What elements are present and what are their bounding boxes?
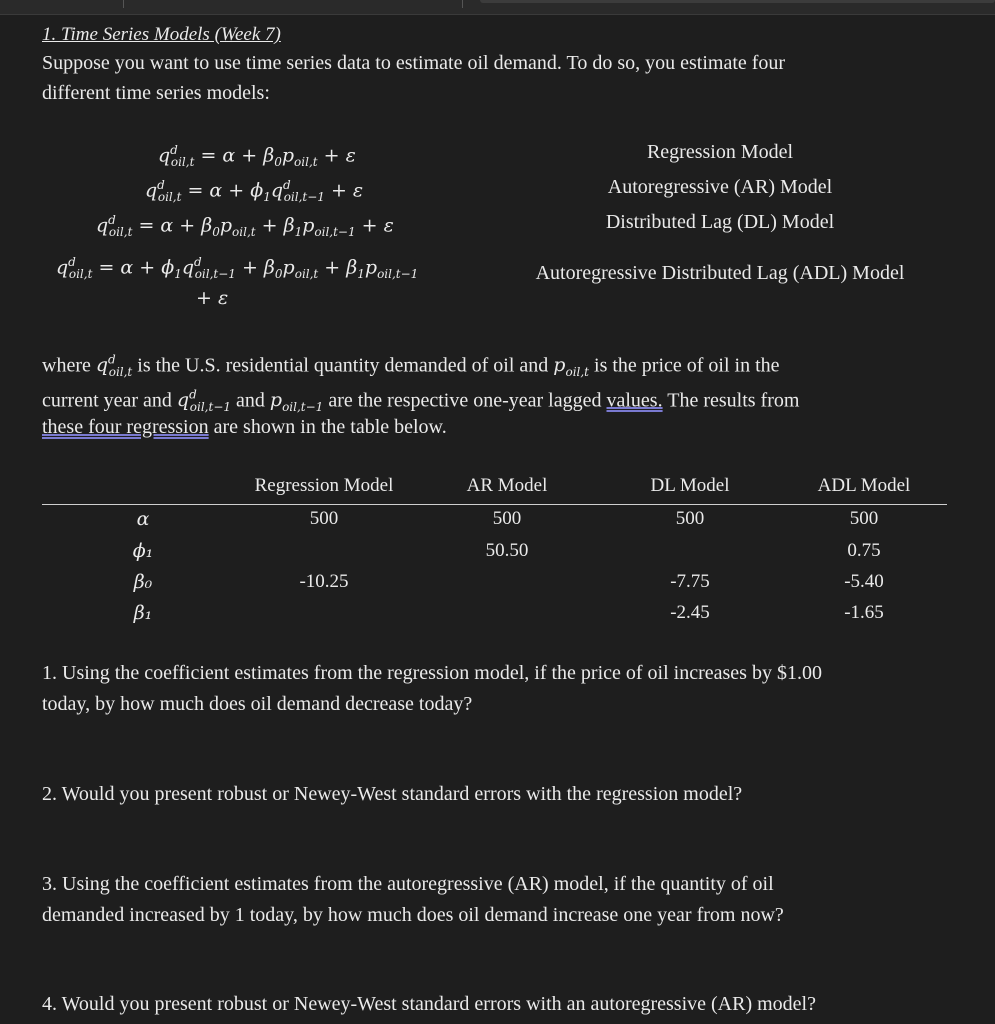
intro-line-2: different time series models: <box>42 82 270 104</box>
table-header-dl: DL Model <box>650 475 730 496</box>
equation-ar: $q^d_{oil,t} = \alpha + \phi_1q^d_{oil,t-1} + \varepsilon$ <box>145 178 364 205</box>
question-3-line-2: demanded increased by 1 today, by how much does oil demand increase one year from now? <box>42 904 784 926</box>
table-cell: -10.25 <box>299 571 349 592</box>
table-cell: -5.40 <box>844 571 884 592</box>
table-cell: -2.45 <box>670 602 710 623</box>
section-heading: 1. Time Series Models (Week 7) <box>42 24 281 45</box>
intro-line-1: Suppose you want to use time series data to estimate oil demand. To do so, you estimate four <box>42 52 786 74</box>
table-symbol-beta1: β₁ <box>133 602 153 624</box>
label-dl-model: Distributed Lag (DL) Model <box>605 211 835 233</box>
label-ar-model: Autoregressive (AR) Model <box>607 176 833 198</box>
equation-adl-cont: + ε <box>196 287 229 309</box>
table-cell: -7.75 <box>670 571 710 592</box>
label-adl-model: Autoregressive Distributed Lag (ADL) Model <box>535 262 905 284</box>
table-cell: 500 <box>309 508 339 529</box>
where-line-3: these four regression are shown in the table below. <box>42 416 447 438</box>
table-symbol-phi1: ϕ₁ <box>132 540 154 562</box>
toolbar-ruler <box>480 0 995 3</box>
question-3-line-1: 3. Using the coefficient estimates from the autoregressive (AR) model, if the quantity of oil <box>42 873 774 895</box>
table-cell: 500 <box>492 508 522 529</box>
table-symbol-beta0: β₀ <box>133 571 153 593</box>
question-1-line-1: 1. Using the coefficient estimates from the regression model, if the price of oil increases by $1.00 <box>42 662 822 684</box>
toolbar-divider <box>123 0 124 8</box>
table-cell: 0.75 <box>847 540 881 561</box>
toolbar-divider <box>462 0 463 8</box>
where-line-1: where $q^d_{oil,t}$ is the U.S. residential quantity demanded of oil and $p_{oil,t}$ is the price of oil in the <box>42 353 780 380</box>
table-cell: 500 <box>675 508 705 529</box>
question-2: 2. Would you present robust or Newey-West standard errors with the regression model? <box>42 783 743 805</box>
table-symbol-alpha: α <box>136 508 150 530</box>
table-cell: 50.50 <box>485 540 529 561</box>
top-toolbar <box>0 0 995 15</box>
table-header-rule <box>42 504 947 505</box>
question-1-line-2: today, by how much does oil demand decrease today? <box>42 693 473 715</box>
equation-regression: $q^d_{oil,t} = \alpha + \beta_0p_{oil,t} + \varepsilon$ <box>158 143 356 170</box>
label-regression-model: Regression Model <box>646 141 794 163</box>
table-cell: 500 <box>849 508 879 529</box>
table-header-ar: AR Model <box>466 475 548 496</box>
equation-adl: $q^d_{oil,t} = \alpha + \phi_1q^d_{oil,t-1} + \beta_0p_{oil,t} + \beta_1p_{oil,t-1}$ <box>56 255 419 282</box>
table-header-regression: Regression Model <box>254 475 394 496</box>
where-line-2: current year and $q^d_{oil,t-1}$ and $p_{oil,t-1}$ are the respective one-year lagged values. The results from <box>42 388 800 415</box>
question-4: 4. Would you present robust or Newey-West standard errors with an autoregressive (AR) model? <box>42 993 816 1015</box>
table-header-adl: ADL Model <box>817 475 911 496</box>
table-cell: -1.65 <box>844 602 884 623</box>
equation-dl: $q^d_{oil,t} = \alpha + \beta_0p_{oil,t} + \beta_1p_{oil,t-1} + \varepsilon$ <box>96 213 394 240</box>
